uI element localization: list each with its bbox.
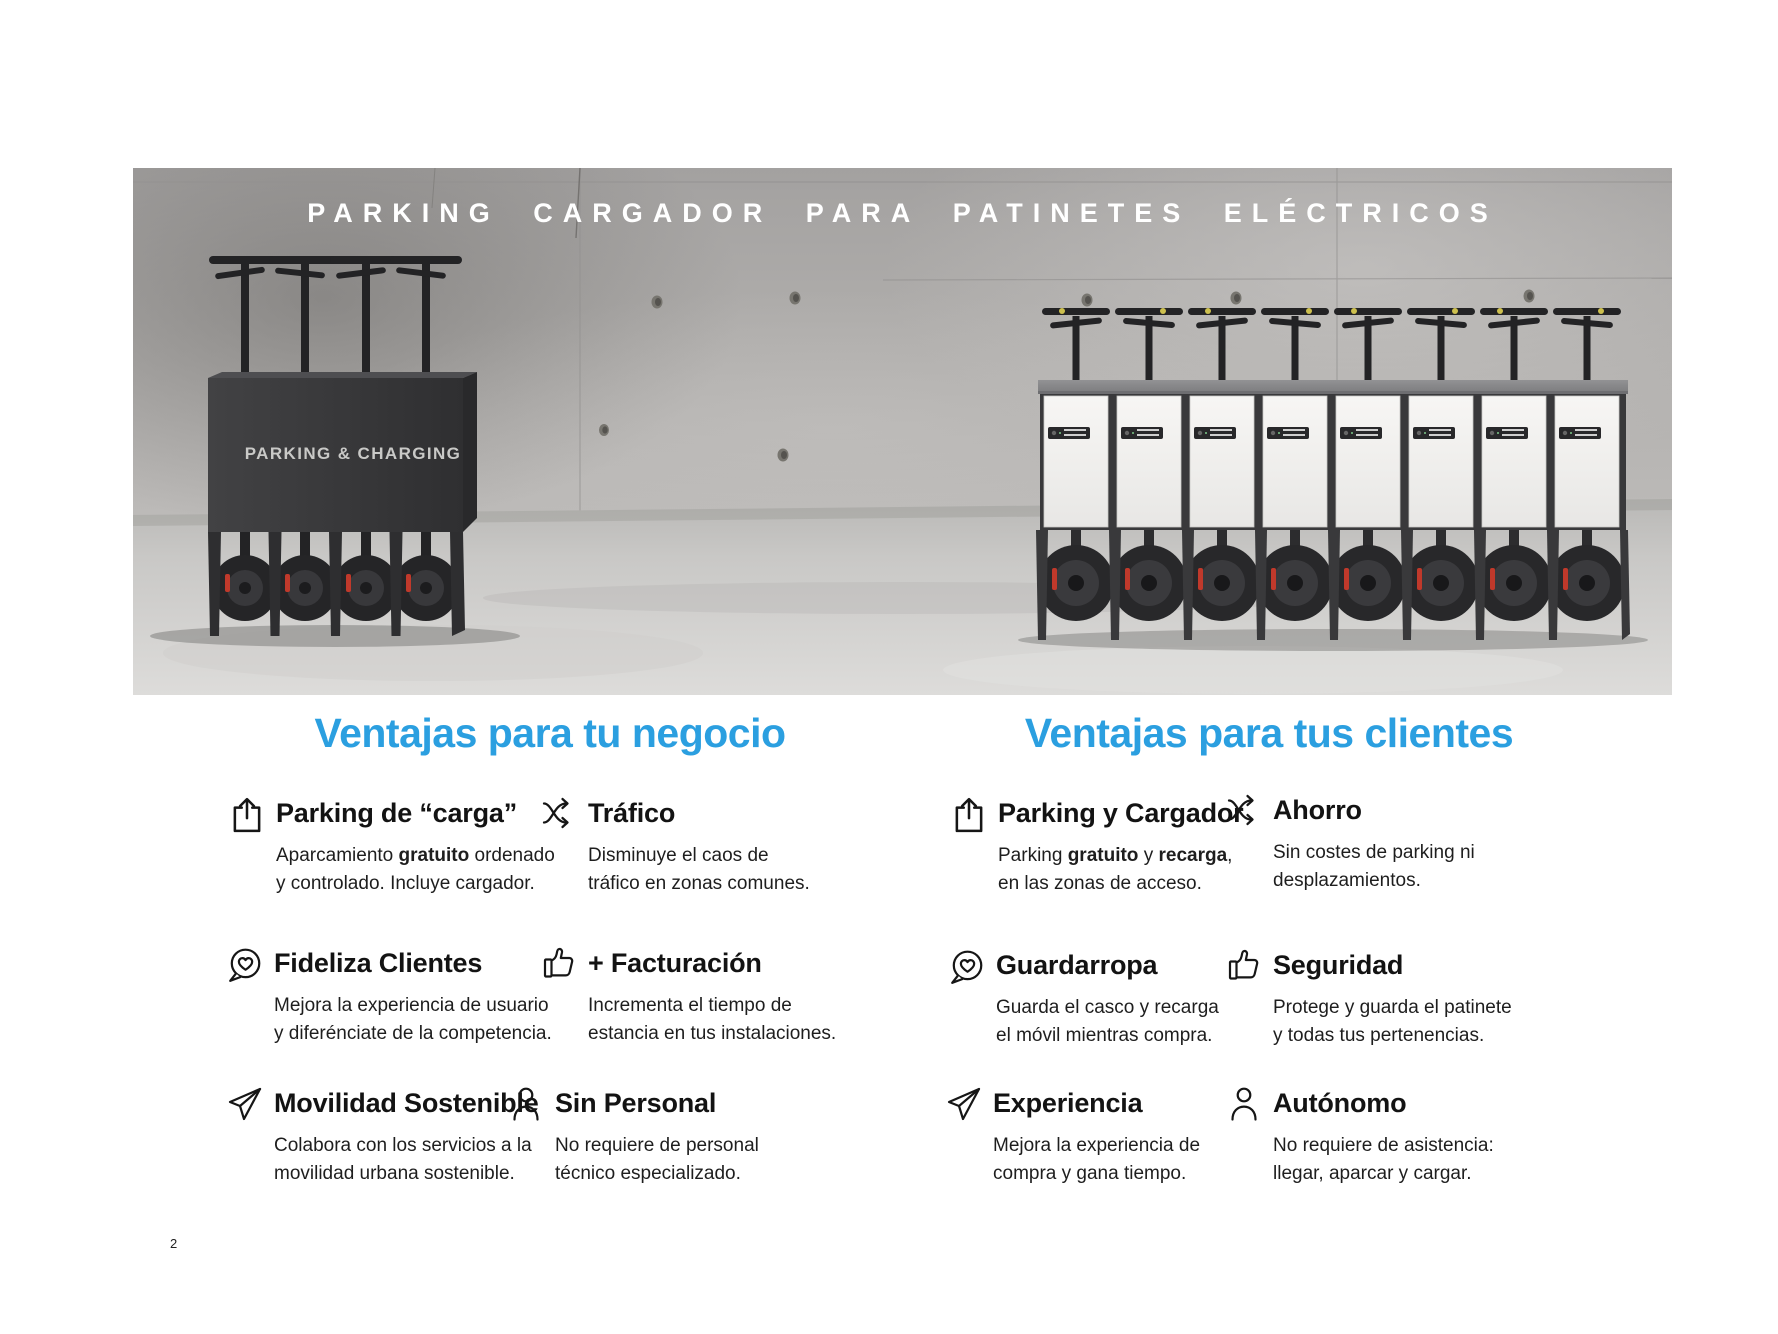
feature-title: Experiencia	[993, 1088, 1143, 1118]
feature-item	[948, 948, 1219, 1049]
feature-description: Incrementa el tiempo de estancia en tus instalaciones.	[588, 995, 837, 1044]
feature-item	[226, 1086, 539, 1187]
feature-title: + Facturación	[588, 948, 762, 978]
feature-description: No requiere de personal técnico especializado.	[555, 1135, 759, 1184]
feature-title: Fideliza Clientes	[274, 948, 483, 978]
feature-title: Ahorro	[1273, 795, 1362, 825]
shuffle-icon	[1225, 793, 1263, 827]
feature-item	[228, 796, 555, 897]
section-clients	[945, 710, 1593, 1290]
thumbs-up-icon	[540, 946, 578, 980]
heart-chat-icon	[226, 946, 264, 984]
feature-description: Sin costes de parking ni desplazamientos.	[1273, 842, 1475, 891]
feature-description: Colabora con los servicios a la movilidad urbana sostenible.	[274, 1135, 532, 1184]
feature-item	[226, 946, 552, 1047]
feature-item	[1225, 948, 1512, 1049]
hero-title: PARKING CARGADOR PARA PATINETES ELÉCTRICOS	[307, 198, 1498, 228]
feature-title: Guardarropa	[996, 950, 1158, 980]
feature-description: Disminuye el caos de tráfico en zonas comunes.	[588, 845, 810, 894]
feature-title: Tráfico	[588, 798, 676, 828]
feature-title: Parking de “carga”	[276, 798, 517, 828]
section-business	[226, 710, 874, 1290]
person-icon	[1225, 1086, 1263, 1122]
thumbs-up-icon	[1225, 948, 1263, 982]
feature-description: Aparcamiento gratuito ordenado y controlado. Incluye cargador.	[276, 845, 555, 894]
paper-plane-icon	[226, 1086, 264, 1122]
hero-illustration	[133, 168, 1672, 695]
feature-item	[540, 946, 836, 1047]
upload-icon	[228, 796, 266, 834]
person-icon	[507, 1086, 545, 1122]
feature-title: Seguridad	[1273, 950, 1404, 980]
feature-description: Parking gratuito y recarga, en las zonas de acceso.	[998, 845, 1233, 894]
feature-item	[507, 1086, 759, 1187]
section-heading: Ventajas para tus clientes	[1024, 710, 1514, 756]
feature-title: Parking y Cargador	[998, 798, 1244, 828]
feature-description: No requiere de asistencia: llegar, aparcar y cargar.	[1273, 1135, 1494, 1184]
heart-chat-icon	[948, 948, 986, 986]
feature-description: Protege y guarda el patinete y todas tus pertenencias.	[1273, 997, 1512, 1046]
feature-item	[945, 1086, 1200, 1187]
feature-item	[1225, 1086, 1494, 1187]
feature-description: Mejora la experiencia de compra y gana tiempo.	[993, 1135, 1201, 1184]
feature-item	[1225, 793, 1475, 894]
feature-item	[540, 796, 810, 897]
feature-description: Mejora la experiencia de usuario y diferénciate de la competencia.	[274, 995, 552, 1044]
shuffle-icon	[540, 796, 578, 830]
section-heading: Ventajas para tu negocio	[314, 710, 786, 756]
paper-plane-icon	[945, 1086, 983, 1122]
hero-photo	[133, 168, 1672, 695]
feature-title: Autónomo	[1273, 1088, 1407, 1118]
upload-icon	[950, 796, 988, 834]
feature-description: Guarda el casco y recarga el móvil mientras compra.	[996, 997, 1219, 1046]
cabinet-label: PARKING & CHARGING	[244, 444, 462, 463]
feature-item	[950, 796, 1243, 897]
feature-title: Movilidad Sostenible	[274, 1088, 539, 1118]
feature-title: Sin Personal	[555, 1088, 717, 1118]
page-number: 2	[170, 1236, 178, 1251]
